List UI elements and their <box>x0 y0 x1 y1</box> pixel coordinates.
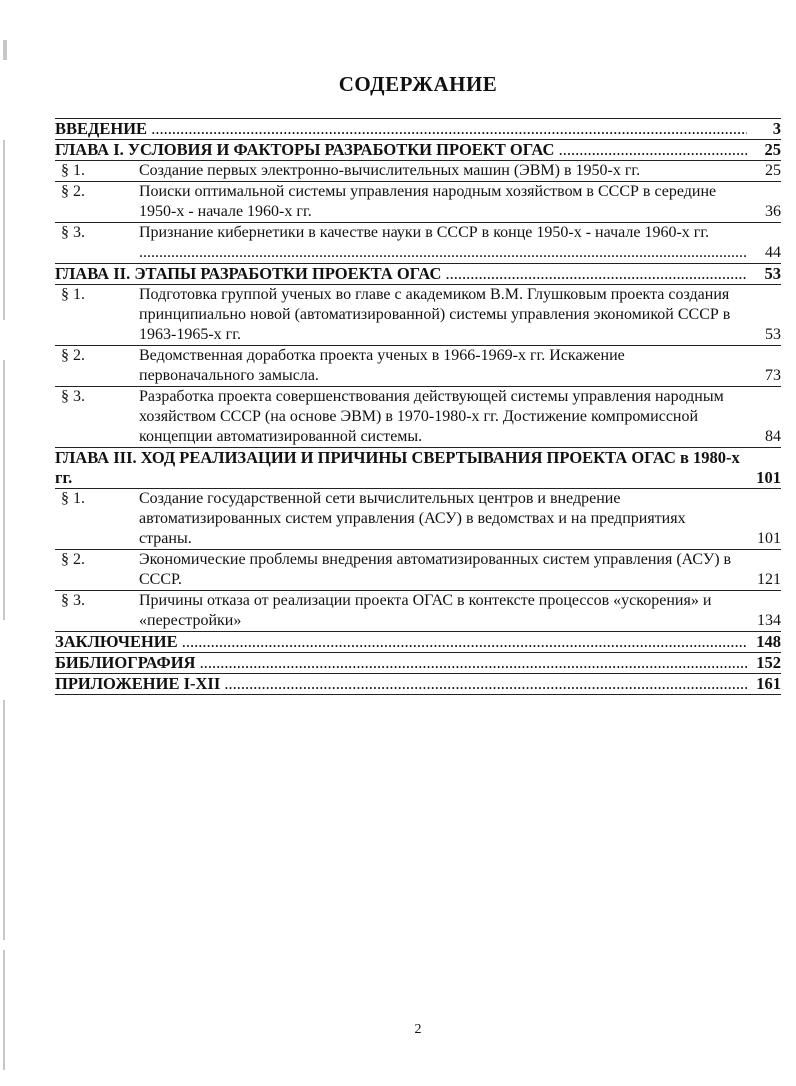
toc-page-number: 36 <box>765 203 781 220</box>
toc-page-number: 134 <box>757 612 781 629</box>
toc-section-title: Подготовка группой ученых во главе с академиком В.М. Глушковым проекта создания принципиально новой (автоматизированной) системы управления экономикой СССР в 1963-1965-х гг. ..... <box>139 285 747 345</box>
toc-page-number: 25 <box>764 140 781 159</box>
toc-section[interactable] <box>55 488 781 549</box>
toc-chapter[interactable] <box>55 673 781 694</box>
toc-section[interactable] <box>55 222 781 263</box>
page-title: СОДЕРЖАНИЕ <box>338 72 498 96</box>
toc-section-number: § 3. <box>61 388 85 405</box>
scan-margin-mark <box>3 950 5 1070</box>
toc-page-number: 53 <box>764 264 781 283</box>
page-number: 2 <box>414 1022 422 1037</box>
toc-section-title: Поиски оптимальной системы управления народным хозяйством в СССР в середине 1950-х - начале 1960-х гг. ..... <box>139 182 747 222</box>
toc-page-number: 3 <box>772 119 781 138</box>
toc-section-number: § 1. <box>61 490 85 507</box>
toc-section[interactable] <box>55 549 781 590</box>
toc-section-number: § 1. <box>61 162 85 179</box>
toc-section-number: § 2. <box>61 347 85 364</box>
toc-page-number: 25 <box>765 162 781 179</box>
scan-margin-mark <box>3 360 5 620</box>
toc-chapter[interactable] <box>55 118 781 139</box>
toc-page-number: 101 <box>756 468 781 487</box>
toc-chapter-title: ВВЕДЕНИЕ ..... <box>55 119 747 139</box>
toc-chapter[interactable] <box>55 447 781 488</box>
toc-section[interactable] <box>55 160 781 181</box>
toc-chapter-title: ГЛАВА III. ХОД РЕАЛИЗАЦИИ И ПРИЧИНЫ СВЕРТЫВАНИЯ ПРОЕКТА ОГАС в 1980-х гг. ..... <box>55 448 747 488</box>
toc-chapter-title: ЗАКЛЮЧЕНИЕ ..... <box>55 632 747 652</box>
toc-section[interactable] <box>55 386 781 447</box>
toc-chapter-title: БИБЛИОГРАФИЯ ..... <box>55 653 747 673</box>
toc-chapter[interactable] <box>55 652 781 673</box>
toc-page-number: 44 <box>765 244 781 261</box>
toc-section-title: Создание государственной сети вычислительных центров и внедрение автоматизированных систем управления (АСУ) в ведомствах и на предприятиях страны. ..... <box>139 489 747 549</box>
toc-chapter-title: ГЛАВА II. ЭТАПЫ РАЗРАБОТКИ ПРОЕКТА ОГАС ..... <box>55 264 747 284</box>
toc-section-number: § 2. <box>61 183 85 200</box>
table-of-contents <box>55 118 781 695</box>
toc-section[interactable] <box>55 590 781 631</box>
scan-margin-mark <box>3 700 5 940</box>
toc-section-title: Признание кибернетики в качестве науки в СССР в конце 1950-х - начале 1960-х гг. ..... <box>139 223 747 263</box>
toc-section-title: Создание первых электронно-вычислительных машин (ЭВМ) в 1950-х гг. <box>139 162 641 179</box>
toc-page-number: 148 <box>756 632 781 651</box>
toc-chapter-title: ГЛАВА I. УСЛОВИЯ И ФАКТОРЫ РАЗРАБОТКИ ПРОЕКТ ОГАС ..... <box>55 140 747 160</box>
toc-section-title: Разработка проекта совершенствования действующей системы управления народным хозяйством СССР (на основе ЭВМ) в 1970-1980-х гг. Достижение компромиссной концепции автоматизированной системы. ..... <box>139 387 747 447</box>
toc-chapter-title: ПРИЛОЖЕНИЕ I-XII ..... <box>55 674 747 694</box>
toc-section[interactable] <box>55 345 781 386</box>
toc-section[interactable] <box>55 181 781 222</box>
toc-section-title: Причины отказа от реализации проекта ОГАС в контексте процессов «ускорения» и «перестройки» ..... <box>139 591 747 631</box>
toc-page-number: 84 <box>765 428 781 445</box>
toc-page-number: 53 <box>765 326 781 343</box>
toc-chapter[interactable] <box>55 631 781 652</box>
scan-margin-mark <box>3 40 7 60</box>
toc-page-number: 73 <box>765 367 781 384</box>
toc-section-number: § 2. <box>61 551 85 568</box>
toc-page-number: 152 <box>756 653 781 672</box>
toc-page-number: 121 <box>757 571 781 588</box>
toc-section-number: § 1. <box>61 286 85 303</box>
toc-page-number: 161 <box>756 674 781 693</box>
toc-section-title: Ведомственная доработка проекта ученых в 1966-1969-х гг. Искажение первоначального замысла. ..... <box>139 346 747 386</box>
toc-section-number: § 3. <box>61 224 85 241</box>
toc-section-title: Экономические проблемы внедрения автоматизированных систем управления (АСУ) в СССР. ..... <box>139 550 747 590</box>
toc-chapter[interactable] <box>55 139 781 160</box>
toc-page-number: 101 <box>757 530 781 547</box>
toc-section-number: § 3. <box>61 592 85 609</box>
scan-margin-mark <box>3 140 5 320</box>
toc-chapter[interactable] <box>55 263 781 284</box>
toc-section[interactable] <box>55 284 781 345</box>
